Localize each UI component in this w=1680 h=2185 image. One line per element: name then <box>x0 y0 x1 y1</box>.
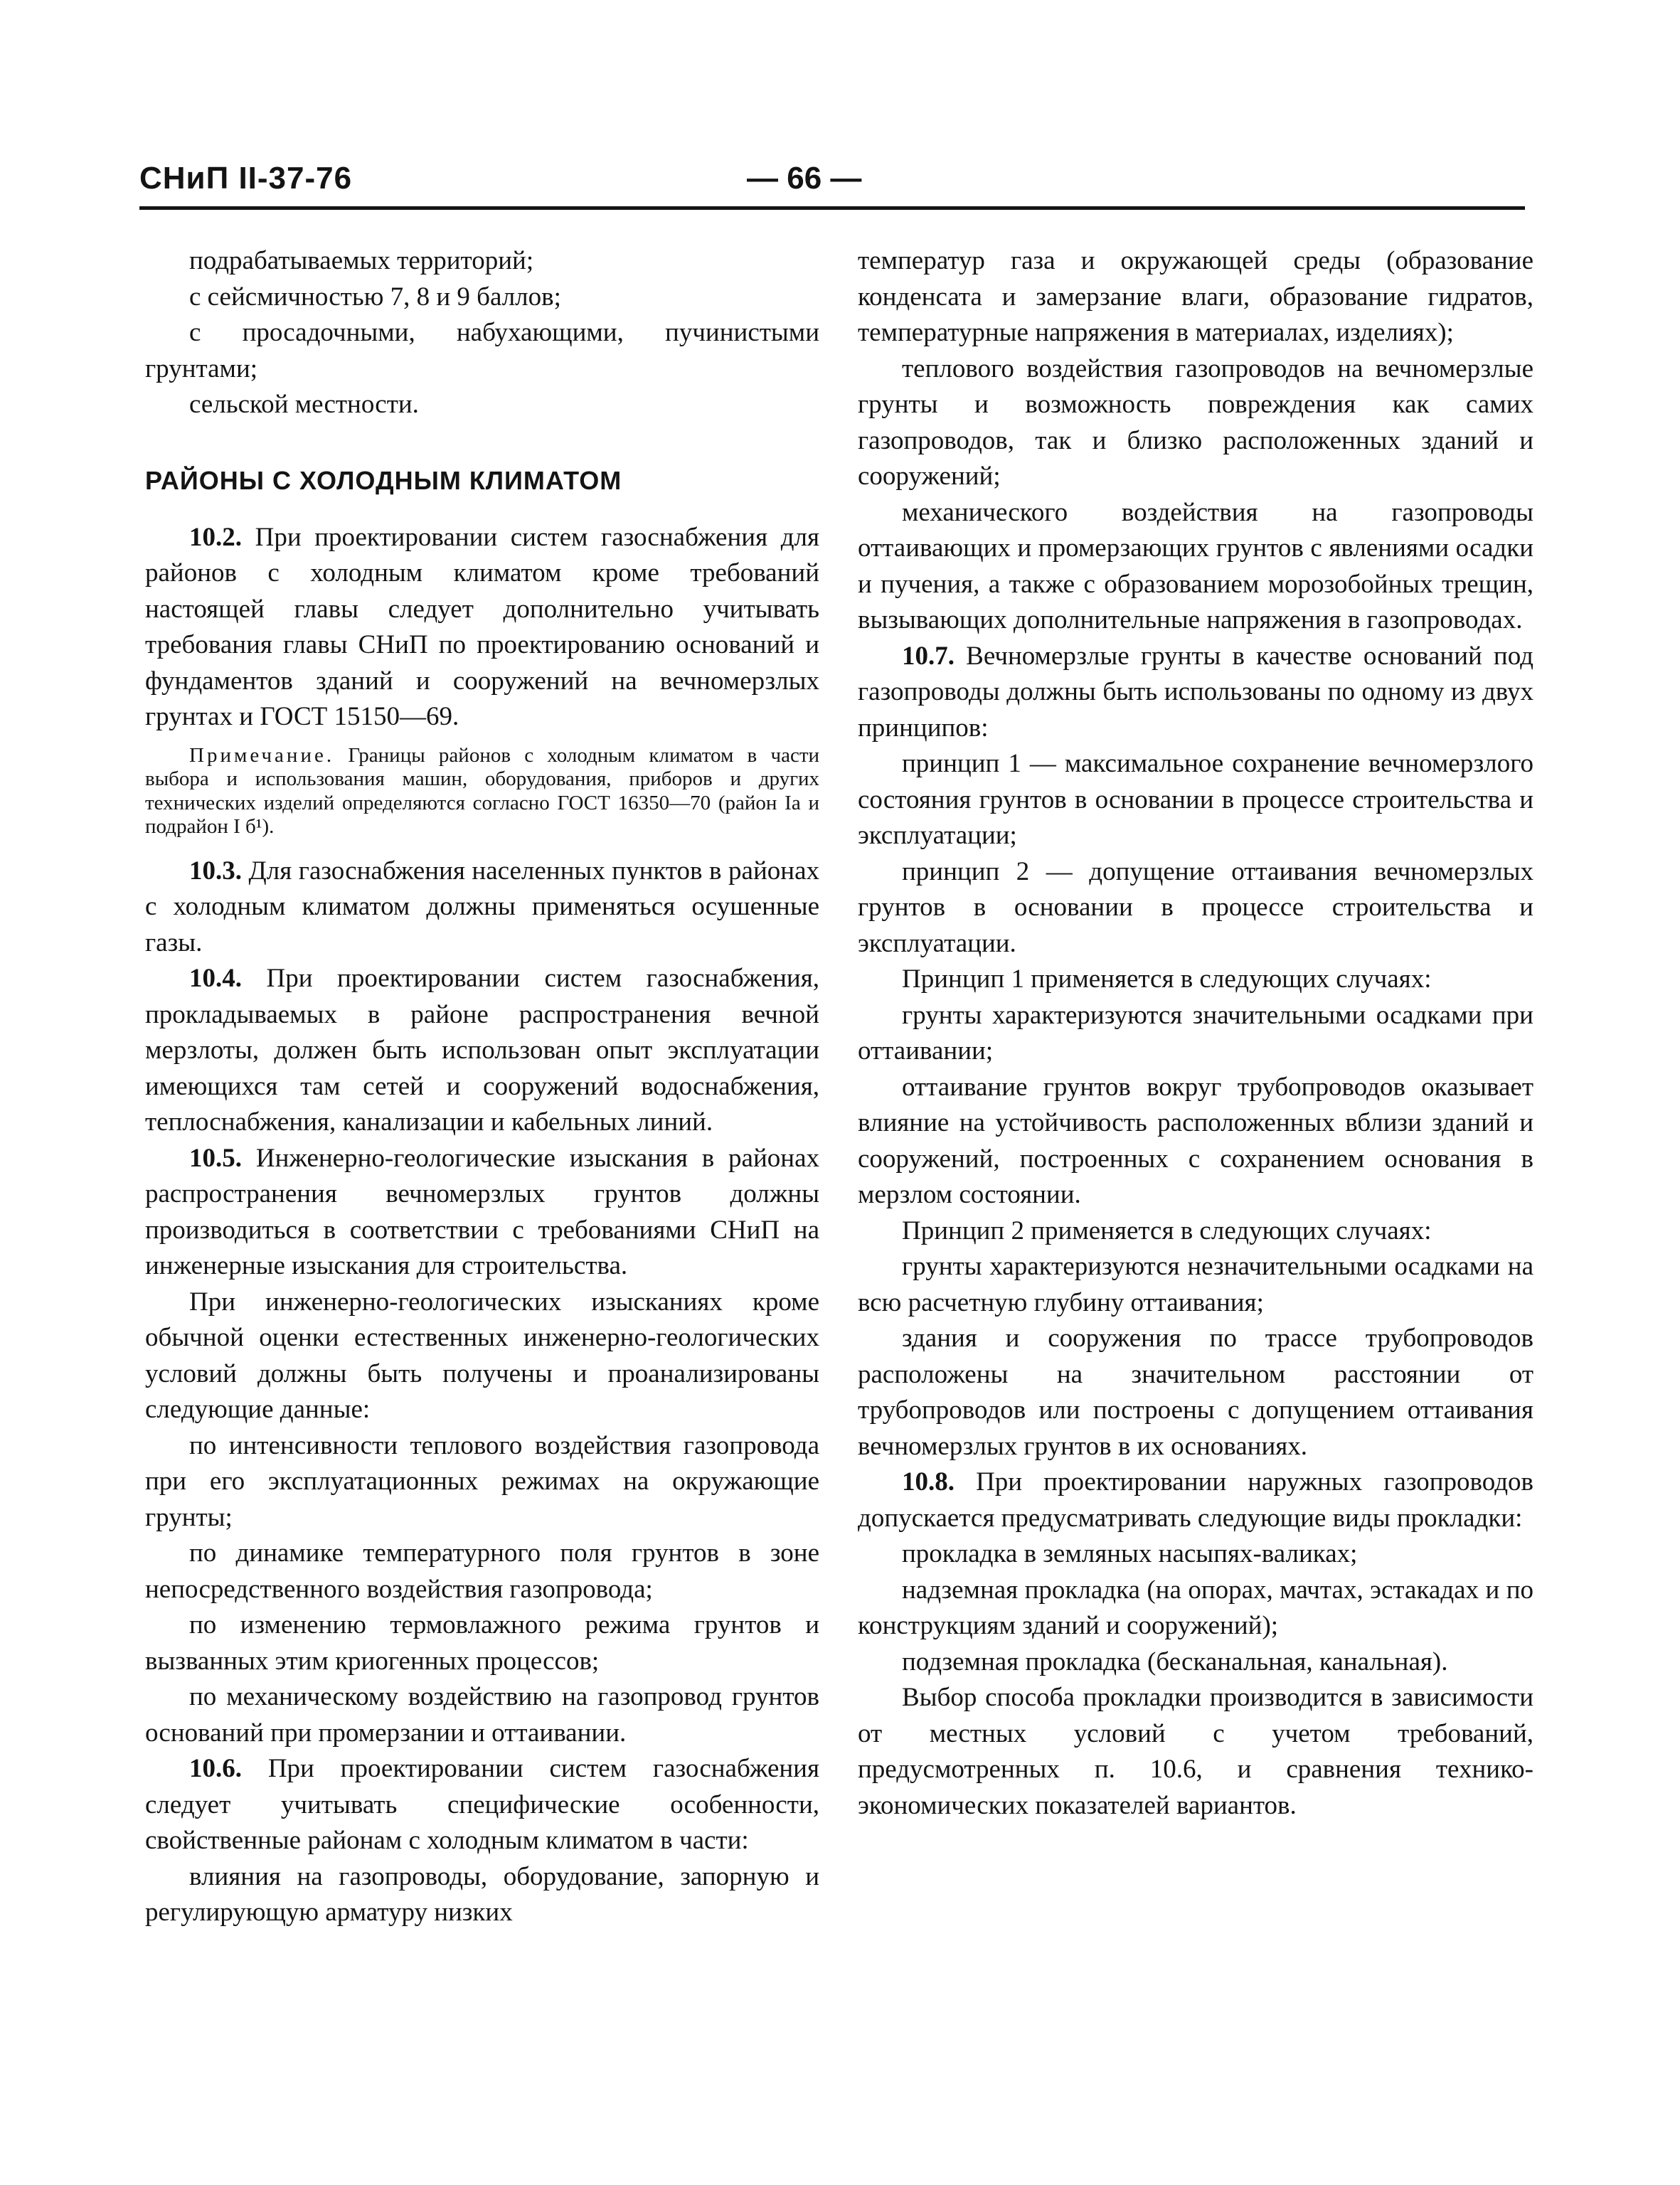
running-title: СНиП II-37-76 <box>139 161 353 196</box>
note-label: Примечание. <box>189 743 335 767</box>
list-item: принцип 2 — допущение оттаивания вечномерзлых грунтов в основании в процессе строительства и эксплуатации. <box>858 856 1533 958</box>
paragraph-number: 10.4. <box>189 964 242 993</box>
header-rule <box>139 206 1525 210</box>
right-column <box>858 243 1533 1824</box>
paragraph-10-5 <box>145 1141 819 1285</box>
paragraph-text: Выбор способа прокладки производится в зависимости от местных условий с учетом требований, предусмотренных п. 10.6, и сравнения технико-экономических показателей вариантов. <box>858 1683 1533 1820</box>
paragraph-number: 10.2. <box>189 522 242 552</box>
note <box>145 744 819 839</box>
paragraph-number: 10.5. <box>189 1143 242 1173</box>
paragraph-10-4 <box>145 961 819 1141</box>
list-item: здания и сооружения по трассе трубопроводов расположены на значительном расстоянии от трубопроводов или построены с допущением оттаивания вечномерзлых грунтов в их основаниях. <box>858 1324 1533 1461</box>
paragraph-number: 10.6. <box>189 1754 242 1783</box>
list-item: подземная прокладка (бесканальная, канальная). <box>902 1647 1448 1676</box>
paragraph-text: Инженерно-геологические изыскания в районах распространения вечномерзлых грунтов должны производиться в соответствии с требованиями СНиП на инженерные изыскания для строительства. <box>145 1143 820 1280</box>
paragraph-10-6 <box>145 1751 819 1859</box>
paragraph-text: При инженерно-геологических изысканиях кроме обычной оценки естественных инженерно-геологических условий должны быть получены и проанализированы следующие данные: <box>145 1287 819 1424</box>
left-column <box>145 243 819 1931</box>
list-item: влияния на газопроводы, оборудование, запорную и регулирующую арматуру низких <box>145 1861 819 1927</box>
list-item: грунты характеризуются значительными осадками при оттаивании; <box>858 1000 1533 1065</box>
list-item: с сейсмичностью 7, 8 и 9 баллов; <box>189 282 561 312</box>
paragraph-10-8 <box>858 1464 1533 1536</box>
list-item: оттаивание грунтов вокруг трубопроводов оказывает влияние на устойчивость расположенных вблизи зданий и сооружений, построенных с сохранением основания в мерзлом состоянии. <box>858 1072 1533 1209</box>
paragraph-text: При проектировании систем газоснабжения следует учитывать специфические особенности, свойственные районам с холодным климатом в части: <box>145 1754 819 1855</box>
paragraph-number: 10.7. <box>902 641 955 671</box>
list-item: грунты характеризуются незначительными осадками на всю расчетную глубину оттаивания; <box>858 1252 1533 1317</box>
list-item: теплового воздействия газопроводов на вечномерзлые грунты и возможность повреждения как самих газопроводов, так и близко расположенных зданий и сооружений; <box>858 353 1533 491</box>
list-item: прокладка в земляных насыпях-валиках; <box>902 1539 1358 1568</box>
list-item: подрабатываемых территорий; <box>189 246 534 275</box>
list-item: надземная прокладка (на опорах, мачтах, эстакадах и по конструкциям зданий и сооружений); <box>858 1575 1533 1640</box>
paragraph-text: Для газоснабжения населенных пунктов в районах с холодным климатом должны применяться осушенные газы. <box>145 856 819 957</box>
paragraph-10-7 <box>858 639 1533 747</box>
list-item: сельской местности. <box>189 390 419 419</box>
paragraph-text: При проектировании наружных газопроводов допускается предусматривать следующие виды прокладки: <box>858 1467 1533 1533</box>
list-item: по изменению термовлажного режима грунтов и вызванных этим криогенных процессов; <box>145 1610 819 1676</box>
list-item-continuation: температур газа и окружающей среды (образование конденсата и замерзание влаги, образование гидратов, температурные напряжения в материалах, изделиях); <box>858 246 1533 347</box>
paragraph-10-2 <box>145 520 819 735</box>
paragraph-text: Вечномерзлые грунты в качестве оснований под газопроводы должны быть использованы по одному из двух принципов: <box>858 641 1533 743</box>
section-heading: РАЙОНЫ С ХОЛОДНЫМ КЛИМАТОМ <box>145 465 622 495</box>
list-item: по динамике температурного поля грунтов в зоне непосредственного воздействия газопровода; <box>145 1538 819 1604</box>
list-item: по интенсивности теплового воздействия газопровода при его эксплуатационных режимах на окружающие грунты; <box>145 1430 819 1532</box>
paragraph-text: Принцип 1 применяется в следующих случаях: <box>902 964 1432 994</box>
list-item: принцип 1 — максимальное сохранение вечномерзлого состояния грунтов в основании в процессе строительства и эксплуатации; <box>858 749 1533 850</box>
page-header <box>139 161 1525 203</box>
page-number: — 66 — <box>747 161 862 196</box>
paragraph-text: При проектировании систем газоснабжения, прокладываемых в районе распространения вечной мерзлоты, должен быть использован опыт эксплуатации имеющихся там сетей и сооружений водоснабжения, теплоснабжения, канализации и кабельных линий. <box>145 964 819 1137</box>
paragraph-number: 10.8. <box>902 1467 955 1496</box>
paragraph-text: При проектировании систем газоснабжения для районов с холодным климатом кроме требований настоящей главы следует дополнительно учитывать требования главы СНиП по проектированию оснований и фундаментов зданий и сооружений на вечномерзлых грунтах и ГОСТ 15150—69. <box>145 522 820 731</box>
list-item: механического воздействия на газопроводы оттаивающих и промерзающих грунтов с явлениями осадки и пучения, а также с образованием морозобойных трещин, вызывающих дополнительные напряжения в газопроводах. <box>858 497 1533 634</box>
list-item: по механическому воздействию на газопровод грунтов оснований при промерзании и оттаивании. <box>145 1682 819 1748</box>
list-item: с просадочными, набухающими, пучинистыми грунтами; <box>145 318 819 383</box>
paragraph-text: Принцип 2 применяется в следующих случаях: <box>902 1216 1432 1245</box>
paragraph-10-3 <box>145 854 819 962</box>
note-text: Границы районов с холодным климатом в части выбора и использования машин, оборудования, приборов и других технических изделий определяются согласно ГОСТ 16350—70 (район Iа и подрайон I б¹). <box>145 743 820 838</box>
paragraph-number: 10.3. <box>189 856 242 886</box>
